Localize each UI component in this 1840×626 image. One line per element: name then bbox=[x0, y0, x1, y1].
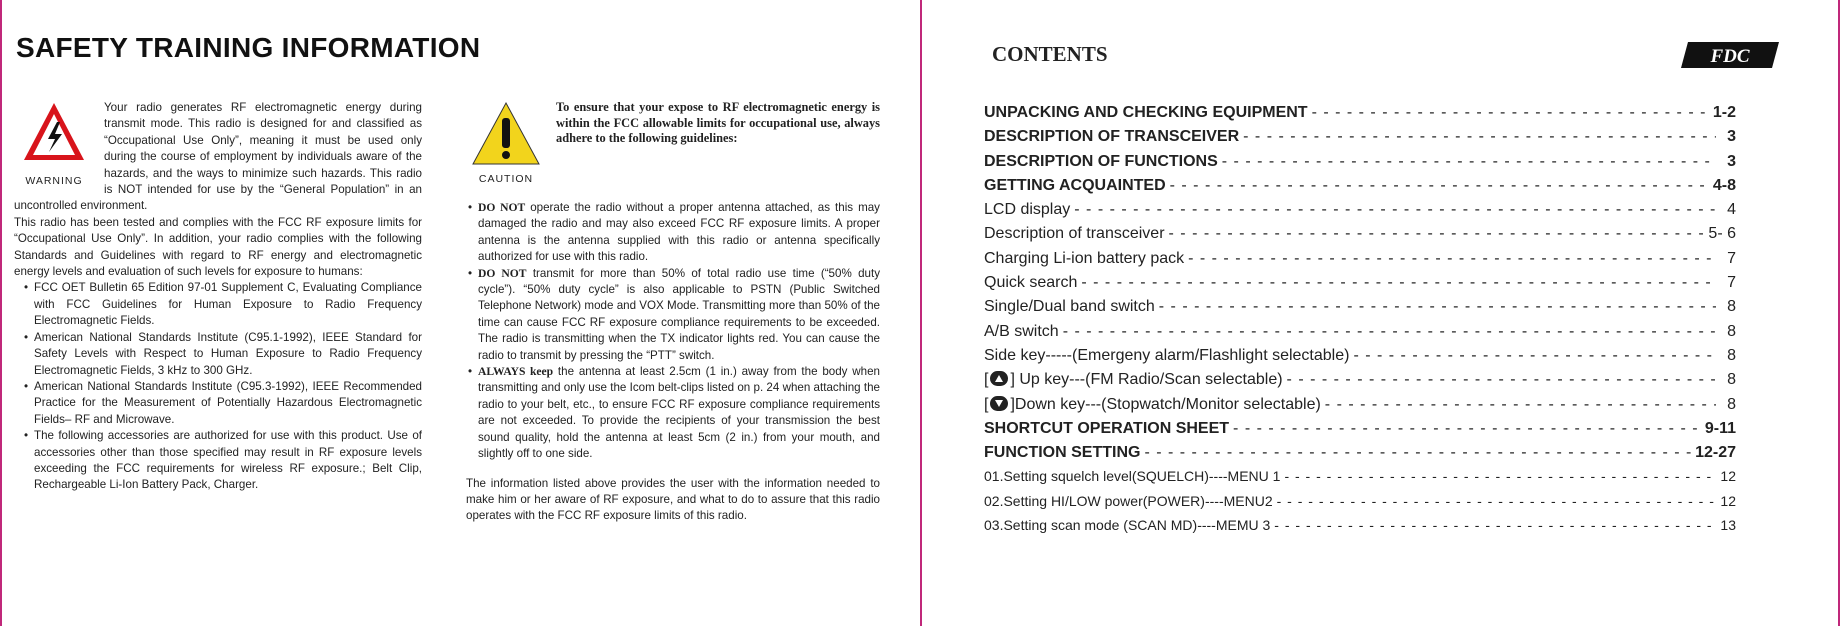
page-divider bbox=[920, 0, 922, 626]
toc-label: UNPACKING AND CHECKING EQUIPMENT bbox=[984, 104, 1308, 121]
toc-leader bbox=[1284, 468, 1716, 484]
toc-page-number: 1-2 bbox=[1712, 104, 1736, 121]
toc-entry bbox=[984, 468, 1736, 492]
compliance-paragraph: This radio has been tested and complies with the FCC RF exposure limits for “Occupational Use Only”. In addition, your radio complies with the following Standards and Guidelines with regard to RF energy and electromagnetic energy levels and evaluation of such levels for exposure to humans: bbox=[14, 215, 422, 279]
toc-label: Side key-----(Emergeny alarm/Flashlight selectable) bbox=[984, 346, 1350, 364]
list-item bbox=[466, 200, 880, 266]
toc-entry bbox=[984, 517, 1736, 541]
toc-leader bbox=[1312, 104, 1709, 122]
toc-leader bbox=[1074, 201, 1716, 219]
toc-entry bbox=[984, 396, 1736, 420]
list-item: • The following accessories are authorized for use with this product. Use of accessories other than those specified may result in RF exposure levels exceeding the FCC requirements for wireless RF exposure.; Belt Clip, Rechargeable Li-Ion Battery Pack, Charger. bbox=[14, 428, 422, 494]
toc-entry bbox=[984, 371, 1736, 395]
toc-page-number: 5- 6 bbox=[1708, 225, 1736, 243]
toc-entry bbox=[984, 298, 1736, 322]
toc-label: ]Down key---(Stopwatch/Monitor selectable) bbox=[1010, 395, 1321, 413]
toc-page-number: 4 bbox=[1727, 201, 1736, 219]
toc-leader bbox=[1169, 225, 1705, 243]
toc-label: DESCRIPTION OF TRANSCEIVER bbox=[984, 128, 1240, 146]
caution-label: CAUTION bbox=[478, 173, 534, 185]
contents-title: CONTENTS bbox=[992, 42, 1108, 66]
guidelines-list bbox=[466, 200, 880, 463]
guideline-keyword: ALWAYS keep bbox=[478, 365, 554, 379]
toc-page-number: 7 bbox=[1727, 274, 1736, 292]
list-item: • FCC OET Bulletin 65 Edition 97-01 Supplement C, Evaluating Compliance with FCC Guidelines for Human Exposure to Radio Frequency Electromagnetic Fields. bbox=[14, 280, 422, 329]
standards-list bbox=[14, 280, 422, 493]
warning-column bbox=[14, 100, 422, 494]
toc-label: A/B switch bbox=[984, 322, 1059, 340]
toc-entry bbox=[984, 493, 1736, 517]
toc-entry bbox=[984, 153, 1736, 177]
toc-page-number: 8 bbox=[1727, 322, 1736, 340]
toc-label: Charging Li-ion battery pack bbox=[984, 249, 1185, 267]
fdc-logo bbox=[1680, 40, 1780, 70]
toc-entry bbox=[984, 420, 1736, 444]
toc-page-number: 3 bbox=[1727, 152, 1736, 170]
toc-label: Quick search bbox=[984, 274, 1078, 292]
toc-page-number: 4-8 bbox=[1712, 176, 1736, 194]
toc-leader bbox=[1144, 444, 1691, 462]
guideline-keyword: DO NOT bbox=[478, 201, 526, 214]
guideline-text: operate the radio without a proper antenna attached, as this may damaged the radio and may also exceed FCC RF exposure limits. A proper antenna is the antenna supplied with this radio or antenna specifically authorized for use with this radio. bbox=[478, 201, 880, 264]
caution-column bbox=[466, 100, 880, 525]
toc-page-number: 8 bbox=[1727, 371, 1736, 389]
guideline-text: transmit for more than 50% of total radio use time (“50% duty cycle”). “50% duty cycle” is also applicable to PSTN (Public Switched Telephone Network) mode and VOX Mode. Transmitting more than 50% of the time can cause FCC RF exposure compliance requirements to be exceeded. The radio is transmitting when the TX indicator lights red. You can cause the radio to transmit by pressing the “PTT” switch. bbox=[478, 266, 880, 362]
toc-page-number: 8 bbox=[1727, 395, 1736, 413]
toc-page-number: 7 bbox=[1727, 249, 1736, 267]
toc-leader bbox=[1353, 347, 1716, 365]
warning-sign bbox=[14, 100, 94, 192]
toc-label: SHORTCUT OPERATION SHEET bbox=[984, 419, 1230, 437]
toc-label: 02.Setting HI/LOW power(POWER)----MENU2 bbox=[984, 492, 1273, 509]
toc-entry bbox=[984, 347, 1736, 371]
warning-label: WARNING bbox=[25, 175, 83, 187]
toc-entry bbox=[984, 201, 1736, 225]
toc-label: Description of transceiver bbox=[984, 225, 1165, 243]
guideline-text: the antenna at least 2.5cm (1 in.) away from the body when transmitting and only use the Icom belt-clips listed on p. 24 when attaching the radio to your belt, etc., to ensure FCC RF exposure compliance requirements are not exceeded. To provide the recipients of your transmission the best sound quality, hold the antenna at least 5cm (2 in.) from your mouth, and slightly off to one side. bbox=[478, 365, 880, 461]
toc-leader bbox=[1274, 517, 1716, 533]
toc-entry bbox=[984, 274, 1736, 298]
toc-leader bbox=[1287, 371, 1716, 389]
toc-entry bbox=[984, 177, 1736, 201]
warning-triangle-icon bbox=[21, 100, 87, 172]
table-of-contents bbox=[984, 104, 1736, 541]
up-key-icon bbox=[990, 371, 1008, 386]
toc-leader bbox=[1277, 493, 1716, 509]
toc-label: DESCRIPTION OF FUNCTIONS bbox=[984, 152, 1218, 170]
toc-entry bbox=[984, 444, 1736, 468]
list-item bbox=[466, 266, 880, 364]
intro-paragraph: Your radio generates RF electromagnetic energy during transmit mode. This radio is designed for and classified as “Occupational Use Only”, meaning it must be used only during the course of employment by individuals aware of the hazards, and the ways to minimize such hazards. This radio is NOT intended for use by the “General Population” in an uncontrolled environment. bbox=[14, 101, 422, 213]
toc-page-number: 8 bbox=[1727, 298, 1736, 316]
guideline-keyword: DO NOT bbox=[478, 266, 527, 280]
list-item bbox=[466, 364, 880, 462]
toc-label-with-icon: [ ] Up key---(FM Radio/Scan selectable) bbox=[984, 371, 1283, 389]
toc-leader bbox=[1243, 128, 1716, 146]
toc-label: FUNCTION SETTING bbox=[984, 444, 1141, 462]
toc-label: LCD display bbox=[984, 201, 1071, 219]
toc-leader bbox=[1081, 274, 1716, 292]
toc-page-number: 12-27 bbox=[1695, 444, 1736, 462]
toc-entry bbox=[984, 323, 1736, 347]
toc-leader bbox=[1233, 420, 1701, 438]
toc-entry bbox=[984, 250, 1736, 274]
toc-label: 01.Setting squelch level(SQUELCH)----MENU 1 bbox=[984, 468, 1281, 485]
toc-label: 03.Setting scan mode (SCAN MD)----MEMU 3 bbox=[984, 517, 1271, 534]
toc-page-number: 8 bbox=[1727, 346, 1736, 364]
list-item: • American National Standards Institute (C95.3-1992), IEEE Recommended Practice for the Measurement of Potentially Hazardous Electromagnetic Fields– RF and Microwave. bbox=[14, 379, 422, 428]
toc-label: ] Up key---(FM Radio/Scan selectable) bbox=[1010, 371, 1283, 389]
toc-page-number: 3 bbox=[1727, 128, 1736, 146]
toc-page-number: 9-11 bbox=[1704, 419, 1736, 437]
toc-leader bbox=[1159, 298, 1716, 316]
toc-leader bbox=[1325, 396, 1716, 414]
caution-statement: To ensure that your expose to RF electromagnetic energy is within the FCC allowable limits for occupational use, always adhere to the following guidelines: bbox=[556, 100, 880, 146]
toc-label: GETTING ACQUAINTED bbox=[984, 176, 1166, 194]
toc-page-number: 12 bbox=[1720, 492, 1736, 509]
toc-entry bbox=[984, 104, 1736, 128]
toc-entry bbox=[984, 225, 1736, 249]
svg-text:FDC: FDC bbox=[1710, 46, 1750, 67]
toc-entry bbox=[984, 128, 1736, 152]
toc-page-number: 13 bbox=[1720, 517, 1736, 534]
closing-paragraph: The information listed above provides the user with the information needed to make him or her aware of RF exposure, and what to do to assure that this radio operates with the FCC RF exposure limits of this radio. bbox=[466, 476, 880, 523]
toc-leader bbox=[1170, 177, 1709, 195]
toc-leader bbox=[1222, 153, 1716, 171]
toc-leader bbox=[1188, 250, 1716, 268]
down-key-icon bbox=[990, 396, 1008, 411]
toc-label-with-icon: [ ]Down key---(Stopwatch/Monitor selectable) bbox=[984, 395, 1321, 413]
toc-leader bbox=[1063, 323, 1716, 341]
caution-triangle-icon bbox=[470, 100, 542, 170]
toc-page-number: 12 bbox=[1720, 468, 1736, 485]
page-title: SAFETY TRAINING INFORMATION bbox=[16, 32, 481, 63]
list-item: • American National Standards Institute (C95.1-1992), IEEE Standard for Safety Levels with Respect to Human Exposure to Radio Frequency Electromagnetic Fields, 3 kHz to 300 GHz. bbox=[14, 330, 422, 379]
caution-sign bbox=[466, 100, 546, 192]
page-border-left bbox=[0, 0, 2, 626]
toc-label: Single/Dual band switch bbox=[984, 298, 1155, 316]
